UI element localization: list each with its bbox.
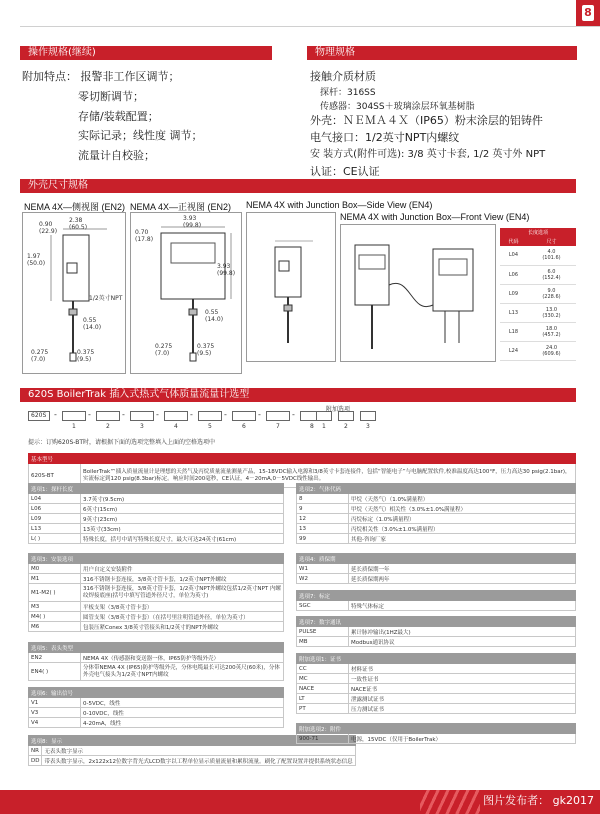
option-code: NR — [29, 746, 42, 756]
basic-model-code: 620S-BT — [29, 464, 81, 488]
physical-probe: 探杆：316SS — [320, 88, 376, 98]
extra-option-position: 1 — [322, 423, 326, 430]
physical-section-header: 物理规格 — [307, 46, 577, 60]
watermark-text: 图片发布者： gk2017 — [483, 794, 594, 807]
option-code: CC — [297, 664, 349, 674]
option-desc: NACE证书 — [349, 684, 576, 694]
table-row — [297, 637, 576, 647]
length-size: 24.0 (609.6) — [527, 341, 576, 360]
order-code-position: 2 — [106, 423, 110, 430]
table-row — [297, 601, 576, 611]
option-desc: 用户自定义安装附件 — [81, 564, 284, 574]
option-desc: Modbus通讯协议 — [349, 637, 576, 647]
option-code: L06 — [29, 504, 81, 514]
option-code: EN2 — [29, 653, 81, 663]
drawing-title-front-en2: NEMA 4X—正视图 (EN2) — [130, 202, 232, 212]
order-code-position: 8 — [310, 423, 314, 430]
order-code-position: 6 — [242, 423, 246, 430]
option-desc: 6英寸(15cm) — [81, 504, 284, 514]
table-row — [29, 718, 284, 728]
table-row — [297, 534, 576, 544]
option-code: M3 — [29, 602, 81, 612]
option-group-header: 附加选项1：证书 — [297, 654, 576, 664]
table-row — [297, 684, 576, 694]
extra-option-slot[interactable] — [360, 411, 376, 421]
option-code: MC — [297, 674, 349, 684]
order-code-slot[interactable] — [164, 411, 188, 421]
table-row — [29, 663, 284, 681]
order-code-dash: - — [88, 410, 91, 419]
order-code-dash: - — [190, 410, 193, 419]
physical-sensor: 传感器：304SS＋玻璃涂层环氧基树脂 — [320, 102, 475, 112]
basic-model-header: 基本型号 — [29, 454, 576, 464]
length-table-title: 长度选项 — [500, 228, 576, 237]
length-size: 6.0 (152.4) — [527, 265, 576, 284]
option-group-header: 选项1：探杆长度 — [29, 484, 284, 494]
order-code-slot[interactable] — [266, 411, 290, 421]
operation-line-4: 实际记录；线性度 调节； — [78, 129, 203, 142]
order-note: 提示：订购620S-BT时，请根据下面的选项完整填入上面的空格选项中 — [28, 439, 215, 446]
option-group-header: 选项4：质保期 — [297, 554, 576, 564]
length-size: 4.0 (101.6) — [527, 246, 576, 265]
page-number: 8 — [582, 5, 594, 21]
order-code-position: 4 — [174, 423, 178, 430]
table-row — [297, 734, 576, 744]
table-row — [297, 514, 576, 524]
option-code: L09 — [29, 514, 81, 524]
option-desc: 累计脉冲输出(1HZ最大) — [349, 627, 576, 637]
option-group-header: 选项7：数字通讯 — [297, 617, 576, 627]
order-code-dash: - — [54, 410, 57, 419]
option-code: 99 — [297, 534, 349, 544]
option-desc: 丙烷标定（1.0%满量程） — [349, 514, 576, 524]
operation-line-1: 附加特点： 报警非工作区调节； — [22, 70, 180, 83]
option-group-table — [296, 590, 576, 611]
order-code-dash: - — [292, 410, 295, 419]
option-desc: 4-20mA，线性 — [81, 718, 284, 728]
option-code: MB — [297, 637, 349, 647]
dim-d1: 0.90 (22.9) — [39, 221, 58, 235]
table-row — [500, 265, 576, 284]
header-divider — [20, 26, 600, 27]
option-code: EN4( ) — [29, 663, 81, 681]
option-code: L( ) — [29, 534, 81, 544]
physical-electrical: 电气接口：1/2英寸NPT内螺纹 — [310, 131, 460, 144]
order-code-prefix: 620S — [28, 411, 50, 421]
order-code-dash: - — [224, 410, 227, 419]
drawing-title-front-en4: NEMA 4X with Junction Box—Front View (EN4) — [340, 212, 530, 222]
order-code-dash: - — [258, 410, 261, 419]
table-row — [29, 708, 284, 718]
footer-stripes — [420, 790, 480, 814]
option-group-header: 选项8：显示 — [29, 736, 356, 746]
length-code: L13 — [500, 303, 527, 322]
table-row — [29, 756, 356, 766]
dim-f2: 3.93 (99.8) — [183, 215, 202, 229]
option-code: M6 — [29, 622, 81, 632]
table-row — [29, 653, 284, 663]
physical-wetted: 接触介质材质 — [310, 70, 376, 83]
drawing-side-en2 — [22, 212, 126, 374]
dim-f3: 3.93 (99.8) — [217, 263, 236, 277]
drawing-front-en4 — [340, 224, 496, 362]
option-desc: 电源，15VDC（仅用于BoilerTrak） — [349, 734, 576, 744]
dim-d2: 2.38 (60.5) — [69, 217, 88, 231]
dim-d6: 0.375 (9.5) — [77, 349, 95, 363]
order-section-header: 620S BoilerTrak 插入式热式气体质量流量计选型 — [20, 388, 576, 402]
drawing-side-en4 — [246, 212, 336, 362]
option-group-table — [296, 723, 576, 744]
option-group-table — [28, 687, 284, 728]
dim-f5: 0.275 (7.0) — [155, 343, 173, 357]
option-desc: 平板支架（3/8英寸管卡套） — [81, 602, 284, 612]
table-row — [297, 504, 576, 514]
option-desc: 材料证书 — [349, 664, 576, 674]
option-desc: 0-5VDC，线性 — [81, 698, 284, 708]
option-group-table — [28, 483, 284, 544]
table-row — [297, 627, 576, 637]
length-code: L06 — [500, 265, 527, 284]
drawing-title-side-en2: NEMA 4X—侧视图 (EN2) — [24, 202, 126, 212]
dim-f6: 0.375 (9.5) — [197, 343, 215, 357]
option-desc: 特殊长度，括号中请写特殊长度尺寸，最大可达24英寸(61cm) — [81, 534, 284, 544]
operation-line-2: 零切断调节； — [78, 90, 144, 103]
option-code: M1 — [29, 574, 81, 584]
table-row — [297, 664, 576, 674]
order-code-slot[interactable] — [232, 411, 256, 421]
table-row — [500, 322, 576, 341]
option-desc: 压力测试证书 — [349, 704, 576, 714]
physical-cert: 认证：CE认证 — [310, 165, 380, 178]
option-desc: 特殊气体标定 — [349, 601, 576, 611]
length-size: 9.0 (228.6) — [527, 284, 576, 303]
option-group-table — [296, 653, 576, 714]
option-code: V3 — [29, 708, 81, 718]
dim-f4: 0.55 (14.0) — [205, 309, 224, 323]
operation-section-header: 操作规格(继续) — [20, 46, 272, 60]
length-table-header-size: 尺寸 — [527, 237, 576, 246]
option-group-table — [28, 642, 284, 681]
order-code-slot[interactable] — [130, 411, 154, 421]
option-code: DD — [29, 756, 42, 766]
option-code: 12 — [297, 514, 349, 524]
option-group-header: 选项3：安装选项 — [29, 554, 284, 564]
table-row — [297, 704, 576, 714]
extra-option-position: 2 — [344, 423, 348, 430]
option-code: W2 — [297, 574, 349, 584]
option-group-header: 选项6：输出信号 — [29, 688, 284, 698]
option-desc: 延长质保期两年 — [349, 574, 576, 584]
table-row — [29, 584, 284, 602]
option-group-table — [296, 616, 576, 647]
length-code: L09 — [500, 284, 527, 303]
option-code: SGC — [297, 601, 349, 611]
drawing-front-en2 — [130, 212, 242, 374]
dim-d3: 1.97 (50.0) — [27, 253, 46, 267]
table-row — [29, 698, 284, 708]
option-code: L04 — [29, 494, 81, 504]
table-row — [29, 564, 284, 574]
option-desc: 13英寸(33cm) — [81, 524, 284, 534]
option-code: M0 — [29, 564, 81, 574]
table-row — [29, 574, 284, 584]
option-desc: 316不锈钢卡套连接，3/8英寸管卡套，1/2英寸NPT外螺纹包括1/2英寸NPT 内螺纹焊接底座(括号中填写管道外径尺寸，单位为英寸) — [81, 584, 284, 602]
order-code-slot[interactable] — [198, 411, 222, 421]
table-row — [29, 612, 284, 622]
operation-line-5: 流量计自校验； — [78, 149, 155, 162]
length-table-header-code: 代码 — [500, 237, 527, 246]
option-group-header: 选项5：表头类型 — [29, 643, 284, 653]
option-group-table — [296, 483, 576, 544]
option-group-header: 选项2：气体代码 — [297, 484, 576, 494]
option-desc: 3.7英寸(9.5cm) — [81, 494, 284, 504]
table-row — [29, 746, 356, 756]
option-desc: 泄露测试证书 — [349, 694, 576, 704]
table-row — [29, 514, 284, 524]
option-group-table — [296, 553, 576, 584]
table-row — [297, 524, 576, 534]
length-code: L18 — [500, 322, 527, 341]
length-code: L24 — [500, 341, 527, 360]
option-code: PT — [297, 704, 349, 714]
table-row — [500, 246, 576, 265]
table-row — [297, 494, 576, 504]
option-code: 8 — [297, 494, 349, 504]
table-row — [29, 524, 284, 534]
order-code-position: 7 — [276, 423, 280, 430]
physical-mounting: 安 装方式(附件可选): 3/8 英寸卡套, 1/2 英寸外 NPT — [310, 149, 546, 160]
order-code-dash: - — [156, 410, 159, 419]
table-row — [297, 674, 576, 684]
page-number-tab — [576, 0, 600, 26]
option-desc: 其他-咨询厂家 — [349, 534, 576, 544]
table-row — [500, 341, 576, 360]
option-code: NACE — [297, 684, 349, 694]
option-desc: 分体带NEMA 4X (IP65)防护等级外壳，分体电缆最长可达200英尺(60米)，分体外壳电气接头为1/2英寸NPT内螺纹 — [81, 663, 284, 681]
option-desc: 一致性证书 — [349, 674, 576, 684]
length-code: L04 — [500, 246, 527, 265]
option-code: V1 — [29, 698, 81, 708]
table-row — [29, 534, 284, 544]
option-desc: 甲烷（天然气）（1.0%满量程） — [349, 494, 576, 504]
dim-d4: 0.55 (14.0) — [83, 317, 102, 331]
option-desc: 无表头数字显示 — [42, 746, 355, 756]
order-code-position: 3 — [140, 423, 144, 430]
order-code-position: 5 — [208, 423, 212, 430]
extra-option-position: 3 — [366, 423, 370, 430]
dimension-section-header: 外壳尺寸规格 — [20, 179, 576, 193]
option-desc: NEMA 4X（传感器和变送器一体，IP65防护等级外壳） — [81, 653, 284, 663]
option-desc: 9英寸(23cm) — [81, 514, 284, 524]
order-code-slot[interactable] — [62, 411, 86, 421]
option-desc: 316不锈钢卡套连接，3/8英寸管卡套，1/2英寸NPT外螺纹 — [81, 574, 284, 584]
option-group-header: 选项7：标定 — [297, 591, 576, 601]
table-row — [29, 622, 284, 632]
option-group-table — [28, 553, 284, 632]
option-code: W1 — [297, 564, 349, 574]
option-desc: 圆管支架（3/8英寸管卡套）（在括号里注明管道外径，单位为英寸） — [81, 612, 284, 622]
option-code: M4( ) — [29, 612, 81, 622]
table-row — [29, 602, 284, 612]
drawing-title-side-en4: NEMA 4X with Junction Box—Side View (EN4) — [246, 200, 433, 210]
table-row — [29, 504, 284, 514]
physical-housing: 外壳：ＮＥＭＡ４Ｘ（IP65）粉末涂层的铝铸件 — [310, 114, 543, 127]
table-row — [500, 303, 576, 322]
option-desc: 甲烷（天然气）相关性（3.0%±1.0%满量程） — [349, 504, 576, 514]
option-code: 9 — [297, 504, 349, 514]
page-header — [0, 0, 600, 26]
table-row — [297, 574, 576, 584]
table-row — [500, 284, 576, 303]
option-code: V4 — [29, 718, 81, 728]
option-group-header: 附加选项2：附件 — [297, 724, 576, 734]
length-size: 13.0 (330.2) — [527, 303, 576, 322]
option-desc: 延长质保期一年 — [349, 564, 576, 574]
operation-line-3: 存储/装载配置； — [78, 110, 159, 123]
table-row — [297, 694, 576, 704]
extra-options-label: 附加选项 — [326, 406, 351, 413]
option-desc: 带表头数字显示，2x122x12位数字背光式LCD数字以工程单位显示质量流量和累积流量。刷化了配置设置并提供系统状态信息 — [42, 756, 355, 766]
option-code: 900-71 — [297, 734, 349, 744]
option-code: LT — [297, 694, 349, 704]
length-size: 18.0 (457.2) — [527, 322, 576, 341]
option-code: M1-M2( ) — [29, 584, 81, 602]
table-row — [29, 494, 284, 504]
table-row — [297, 564, 576, 574]
option-desc: 丙烷相关性（3.0%±1.0%满量程） — [349, 524, 576, 534]
option-desc: 0-10VDC，线性 — [81, 708, 284, 718]
option-code: 13 — [297, 524, 349, 534]
dim-f1: 0.70 (17.8) — [135, 229, 154, 243]
option-code: PULSE — [297, 627, 349, 637]
dim-npt: 1/2英寸NPT — [89, 295, 123, 302]
length-table — [500, 228, 576, 361]
order-code-dash: - — [122, 410, 125, 419]
option-code: L13 — [29, 524, 81, 534]
order-code-slot[interactable] — [96, 411, 120, 421]
order-code-position: 1 — [72, 423, 76, 430]
option-desc: 包装压紧Conex 3/8英寸管接头和1/2英寸的NPT外螺纹 — [81, 622, 284, 632]
basic-model-desc: BoilerTrak™插入质量流量计是理想的天然气及丙烷质量流量测量产品，15-18VDC输入电源和3/8英寸卡套连接件，包括“智能电子”与电脑配置软件,校准温度高达100°F，压力高达30 psig(2.1bar)，实流标定到120 psig(8.3bar)标定。响应时间200毫秒，CE认证，4－20mA,0－5VDC线性输出。 — [81, 464, 576, 488]
dim-d5: 0.275 (7.0) — [31, 349, 49, 363]
